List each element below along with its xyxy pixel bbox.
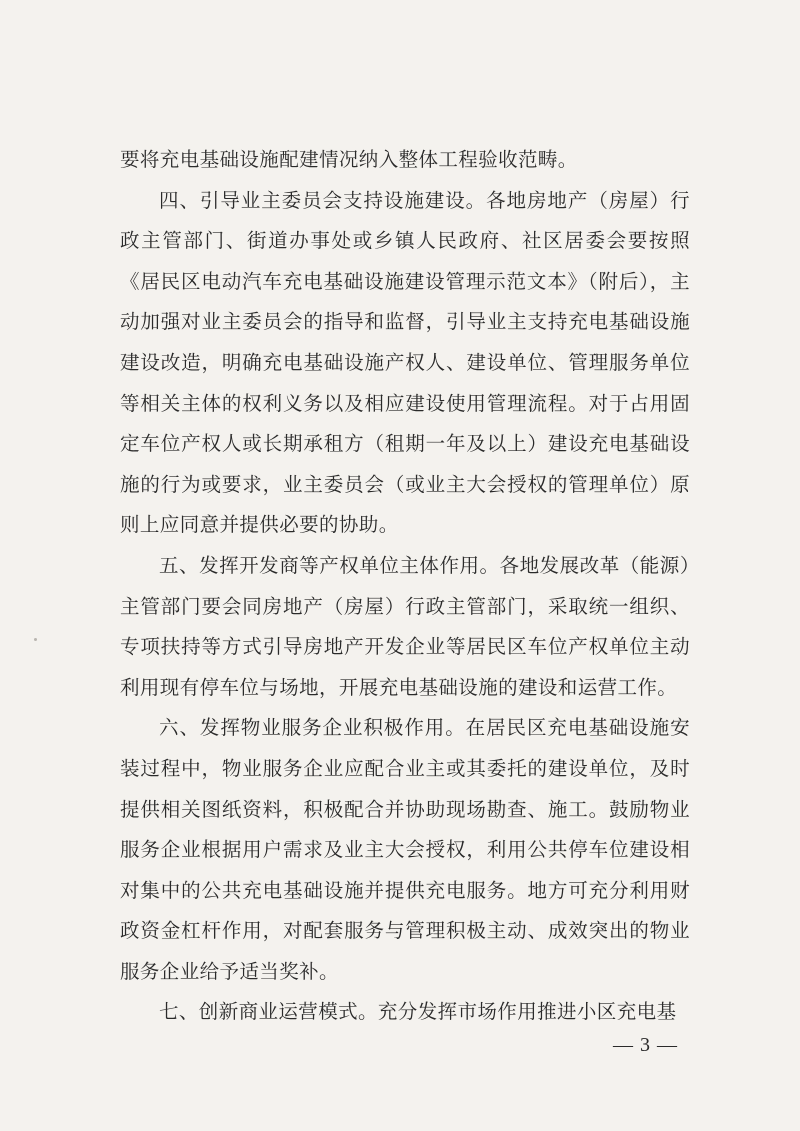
paragraph-continuation: 要将充电基础设施配建情况纳入整体工程验收范畴。 — [120, 148, 578, 171]
scan-speck — [34, 638, 37, 641]
paragraph-section-six: 六、发挥物业服务企业积极作用。在居民区充电基础设施安装过程中，物业服务企业应配合业主或其委托的建设单位，及时提供相关图纸资料，积极配合并协助现场勘查、施工。鼓励物业服务企业根据用户需求及业主大会授权，利用公共停车位建设相对集中的公共充电基础设施并提供充电服务。地方可充分利用财政资金杠杆作用，对配套服务与管理积极主动、成效突出的物业服务企业给予适当奖补。 — [120, 716, 690, 983]
paragraph-section-four: 四、引导业主委员会支持设施建设。各地房地产（房屋）行政主管部门、街道办事处或乡镇人民政府、社区居委会要按照《居民区电动汽车充电基础设施建设管理示范文本》（附后），主动加强对业主委员会的指导和监督，引导业主支持充电基础设施建设改造，明确充电基础设施产权人、建设单位、管理服务单位等相关主体的权利义务以及相应建设使用管理流程。对于占用固定车位产权人或长期承租方（租期一年及以上）建设充电基础设施的行为或要求，业主委员会（或业主大会授权的管理单位）原则上应同意并提供必要的协助。 — [120, 188, 690, 537]
document-body — [120, 140, 690, 1033]
page-number: — 3 — — [613, 1034, 678, 1056]
paragraph-section-seven: 七、创新商业运营模式。充分发挥市场作用推进小区充电基 — [159, 1000, 677, 1024]
paragraph-section-five: 五、发挥开发商等产权单位主体作用。各地发展改革（能源）主管部门要会同房地产（房屋）行政主管部门，采取统一组织、专项扶持等方式引导房地产开发企业等居民区车位产权单位主动利用现有停车位与场地，开展充电基础设施的建设和运营工作。 — [120, 553, 690, 699]
